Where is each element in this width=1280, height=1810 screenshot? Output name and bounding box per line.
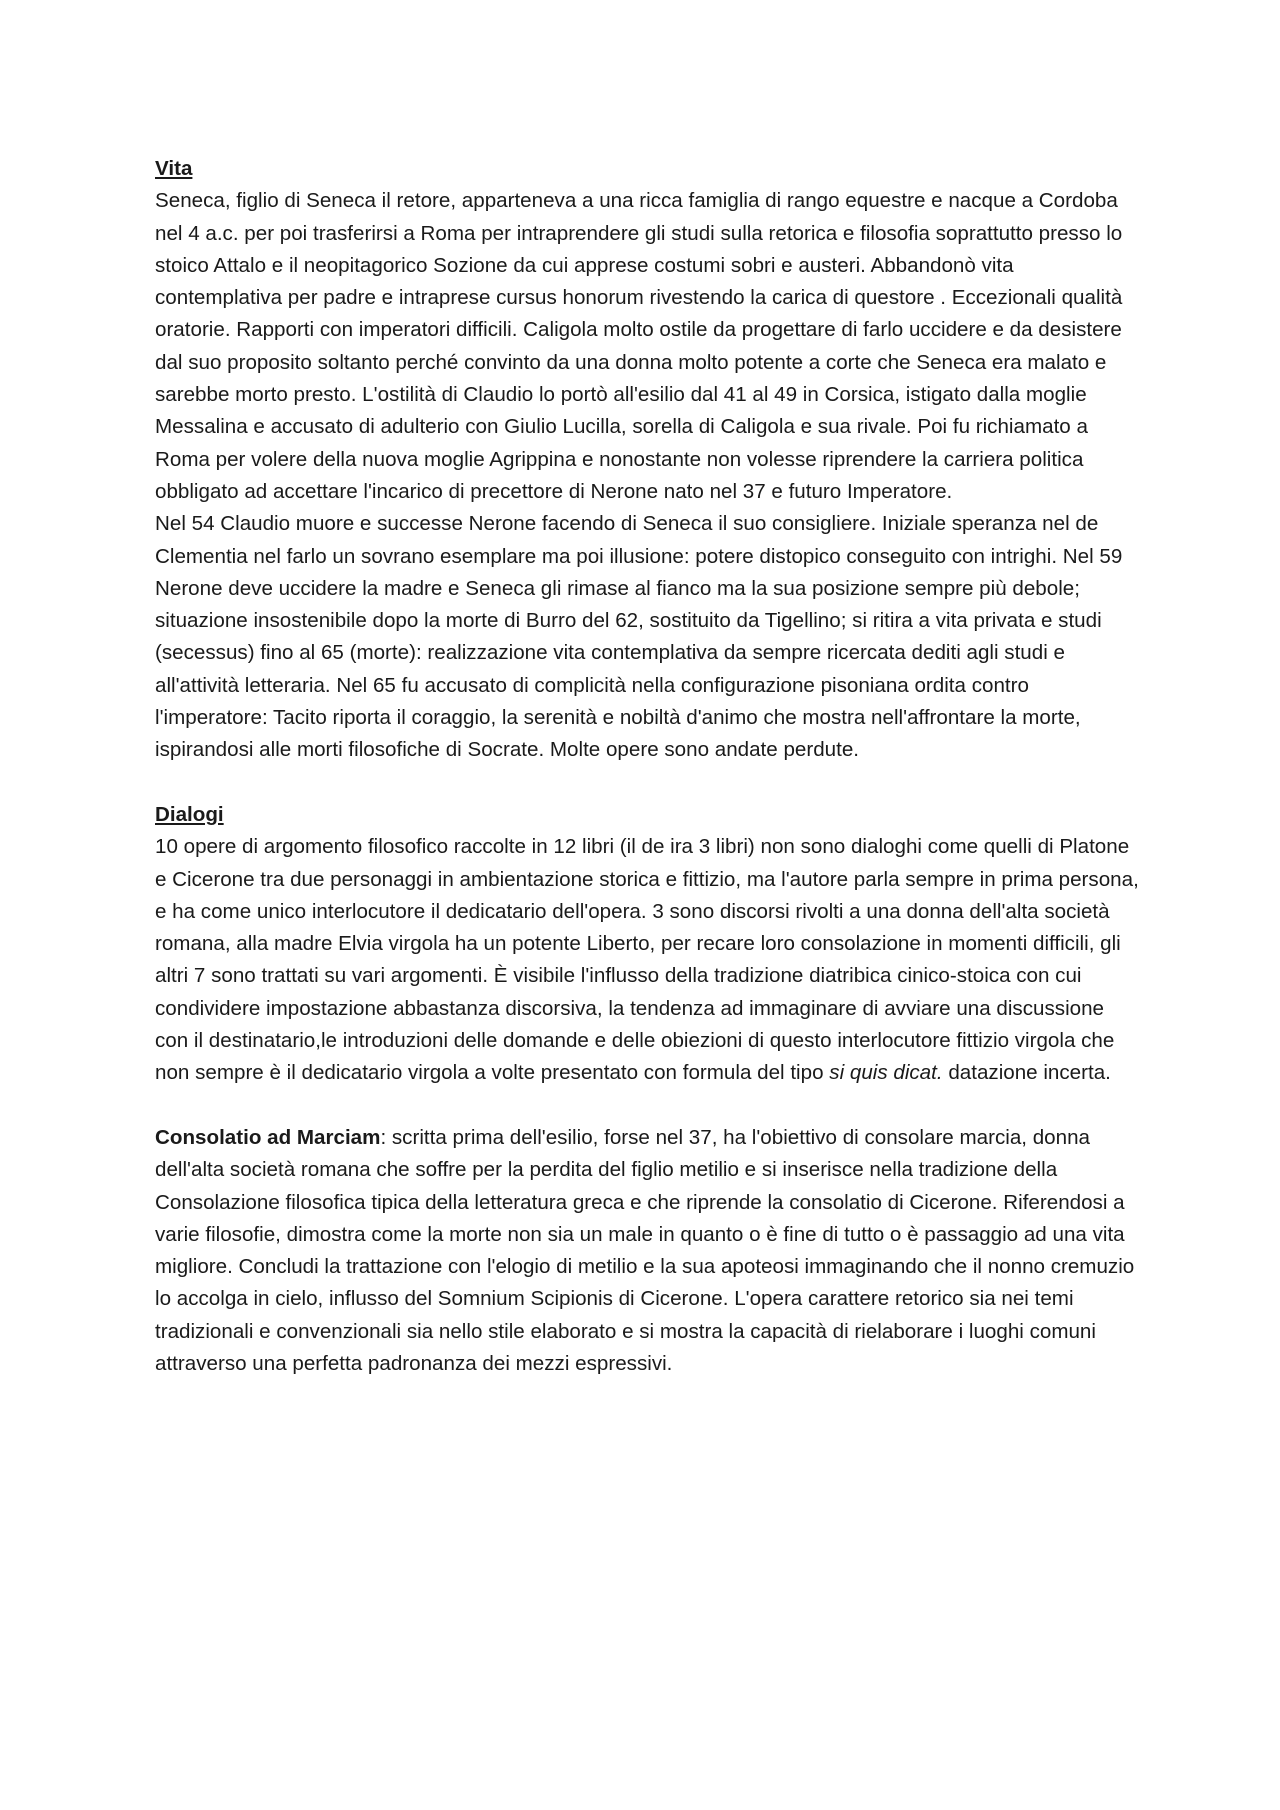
- heading-vita: Vita: [155, 157, 193, 180]
- dialogi-text-end: datazione incerta.: [942, 1061, 1111, 1085]
- paragraph-consolatio-marciam: [155, 1122, 1140, 1380]
- dialogi-text: 10 opere di argomento filosofico raccolte in 12 libri (il de ira 3 libri) non sono dialoghi come quelli di Platone e Cicerone tra due personaggi in ambientazione storica e fittizio, ma l'autore parla sempre in prima persona, e ha come unico interlocutore il dedicatario dell'opera. 3 sono discorsi rivolti a una donna dell'alta società romana, alla madre Elvia virgola ha un potente Liberto, per recare loro consolazione in momenti difficili, gli altri 7 sono trattati su vari argomenti. È visibile l'influsso della tradizione diatribica cinico-stoica con cui condividere impostazione abbastanza discorsiva, la tendenza ad immaginare di avviare una discussione con il destinatario,le introduzioni delle domande e delle obiezioni di questo interlocutore fittizio virgola che non sempre è il dedicatario virgola a volte presentato con formula del tipo: [155, 835, 1139, 1085]
- spacer: [155, 767, 1140, 799]
- dialogi-italic-phrase: si quis dicat.: [829, 1061, 943, 1085]
- document-page: [155, 153, 1140, 1380]
- consolatio-title: Consolatio ad Marciam: [155, 1125, 381, 1149]
- paragraph-vita-2: Nel 54 Claudio muore e successe Nerone facendo di Seneca il suo consigliere. Iniziale speranza nel de Clementia nel farlo un sovrano esemplare ma poi illusione: potere distopico conseguito con intrighi. Nel 59 Nerone deve uccidere la madre e Seneca gli rimase al fianco ma la sua posizione sempre più debole; situazione insostenibile dopo la morte di Burro del 62, sostituito da Tigellino; si ritira a vita privata e studi (secessus) fino al 65 (morte): realizzazione vita contemplativa da sempre ricercata dediti agli studi e all'attività letteraria. Nel 65 fu accusato di complicità nella configurazione pisoniana ordita contro l'imperatore: Tacito riporta il coraggio, la serenità e nobiltà d'animo che mostra nell'affrontare la morte, ispirandosi alle morti filosofiche di Socrate. Molte opere sono andate perdute.: [155, 512, 1123, 762]
- spacer: [155, 1090, 1140, 1122]
- paragraph-vita-1: Seneca, figlio di Seneca il retore, apparteneva a una ricca famiglia di rango equestre e nacque a Cordoba nel 4 a.c. per poi trasferirsi a Roma per intraprendere gli studi sulla retorica e filosofia soprattutto presso lo stoico Attalo e il neopitagorico Sozione da cui apprese costumi sobri e austeri. Abbandonò vita contemplativa per padre e intraprese cursus honorum rivestendo la carica di questore . Eccezionali qualità oratorie. Rapporti con imperatori difficili. Caligola molto ostile da progettare di farlo uccidere e da desistere dal suo proposito soltanto perché convinto da una donna molto potente a corte che Seneca era malato e sarebbe morto presto. L'ostilità di Claudio lo portò all'esilio dal 41 al 49 in Corsica, istigato dalla moglie Messalina e accusato di adulterio con Giulio Lucilla, sorella di Caligola e sua rivale. Poi fu richiamato a Roma per volere della nuova moglie Agrippina e nonostante non volesse riprendere la carriera politica obbligato ad accettare l'incarico di precettore di Nerone nato nel 37 e futuro Imperatore.: [155, 189, 1123, 503]
- paragraph-dialogi: [155, 831, 1140, 1089]
- heading-dialogi: Dialogi: [155, 802, 224, 826]
- consolatio-text: : scritta prima dell'esilio, forse nel 37, ha l'obiettivo di consolare marcia, donna dell'alta società romana che soffre per la perdita del figlio metilio e si inserisce nella tradizione della Consolazione filosofica tipica della letteratura greca e che riprende la consolatio di Cicerone. Riferendosi a varie filosofie, dimostra come la morte non sia un male in quanto o è fine di tutto o è passaggio ad una vita migliore. Concludi la trattazione con l'elogio di metilio e la sua apoteosi immaginando che il nonno cremuzio lo accolga in cielo, influsso del Somnium Scipionis di Cicerone. L'opera carattere retorico sia nei temi tradizionali e convenzionali sia nello stile elaborato e si mostra la capacità di rielaborare i luoghi comuni attraverso una perfetta padronanza dei mezzi espressivi.: [155, 1125, 1135, 1375]
